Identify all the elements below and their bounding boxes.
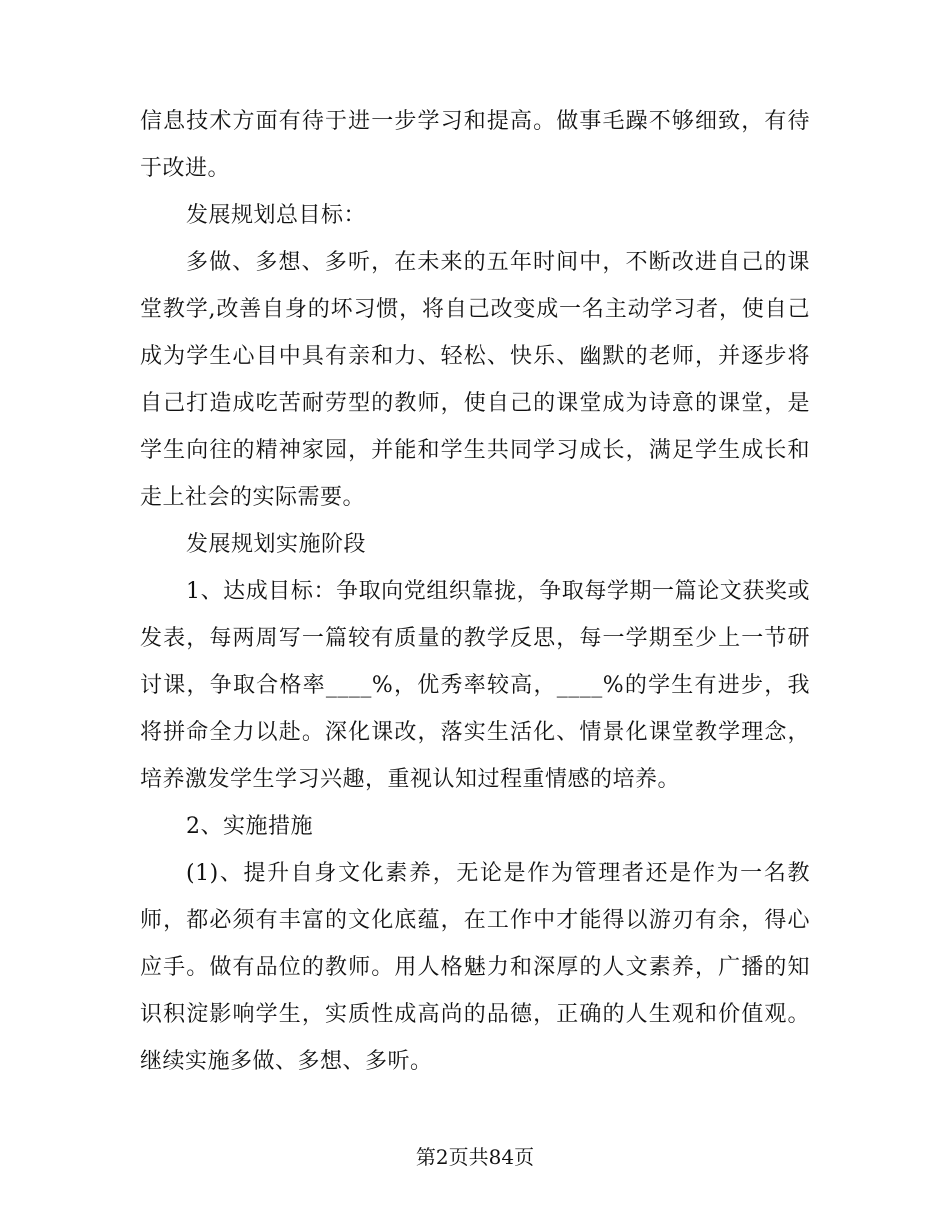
paragraph-4-heading: 发展规划实施阶段: [186, 532, 367, 557]
page-number-footer: 第2页共84页: [415, 1145, 535, 1169]
paragraph-2-heading: 发展规划总目标：: [186, 203, 367, 228]
paragraph-6-heading: 2、实施措施: [186, 814, 313, 839]
paragraph-3: 多做、多想、多听，在未来的五年时间中，不断改进自己的课堂教学,改善自身的坏习惯，将自己改变成一名主动学习者，使自己成为学生心目中具有亲和力、轻松、快乐、幽默的老师，并逐步将自己打造成吃苦耐劳型的教师，使自己的课堂成为诗意的课堂，是学生向往的精神家园，并能和学生共同学习成长，满足学生成长和走上社会的实际需要。: [140, 250, 810, 510]
document-body: [140, 98, 810, 1085]
paragraph-7: (1)、提升自身文化素养，无论是作为管理者还是作为一名教师，都必须有丰富的文化底蕴，在工作中才能得以游刃有余，得心应手。做有品位的教师。用人格魅力和深厚的人文素养，广播的知识积淀影响学生，实质性成高尚的品德，正确的人生观和价值观。继续实施多做、多想、多听。: [140, 861, 810, 1074]
paragraph-1: 信息技术方面有待于进一步学习和提高。做事毛躁不够细致，有待于改进。: [140, 109, 810, 181]
paragraph-5: 1、达成目标：争取向党组织靠拢，争取每学期一篇论文获奖或发表，每两周写一篇较有质量的教学反思，每一学期至少上一节研讨课，争取合格率____%，优秀率较高，____%的学生有进步，我将拼命全力以赴。深化课改，落实生活化、情景化课堂教学理念，培养激发学生学习兴趣，重视认知过程重情感的培养。: [140, 579, 810, 792]
